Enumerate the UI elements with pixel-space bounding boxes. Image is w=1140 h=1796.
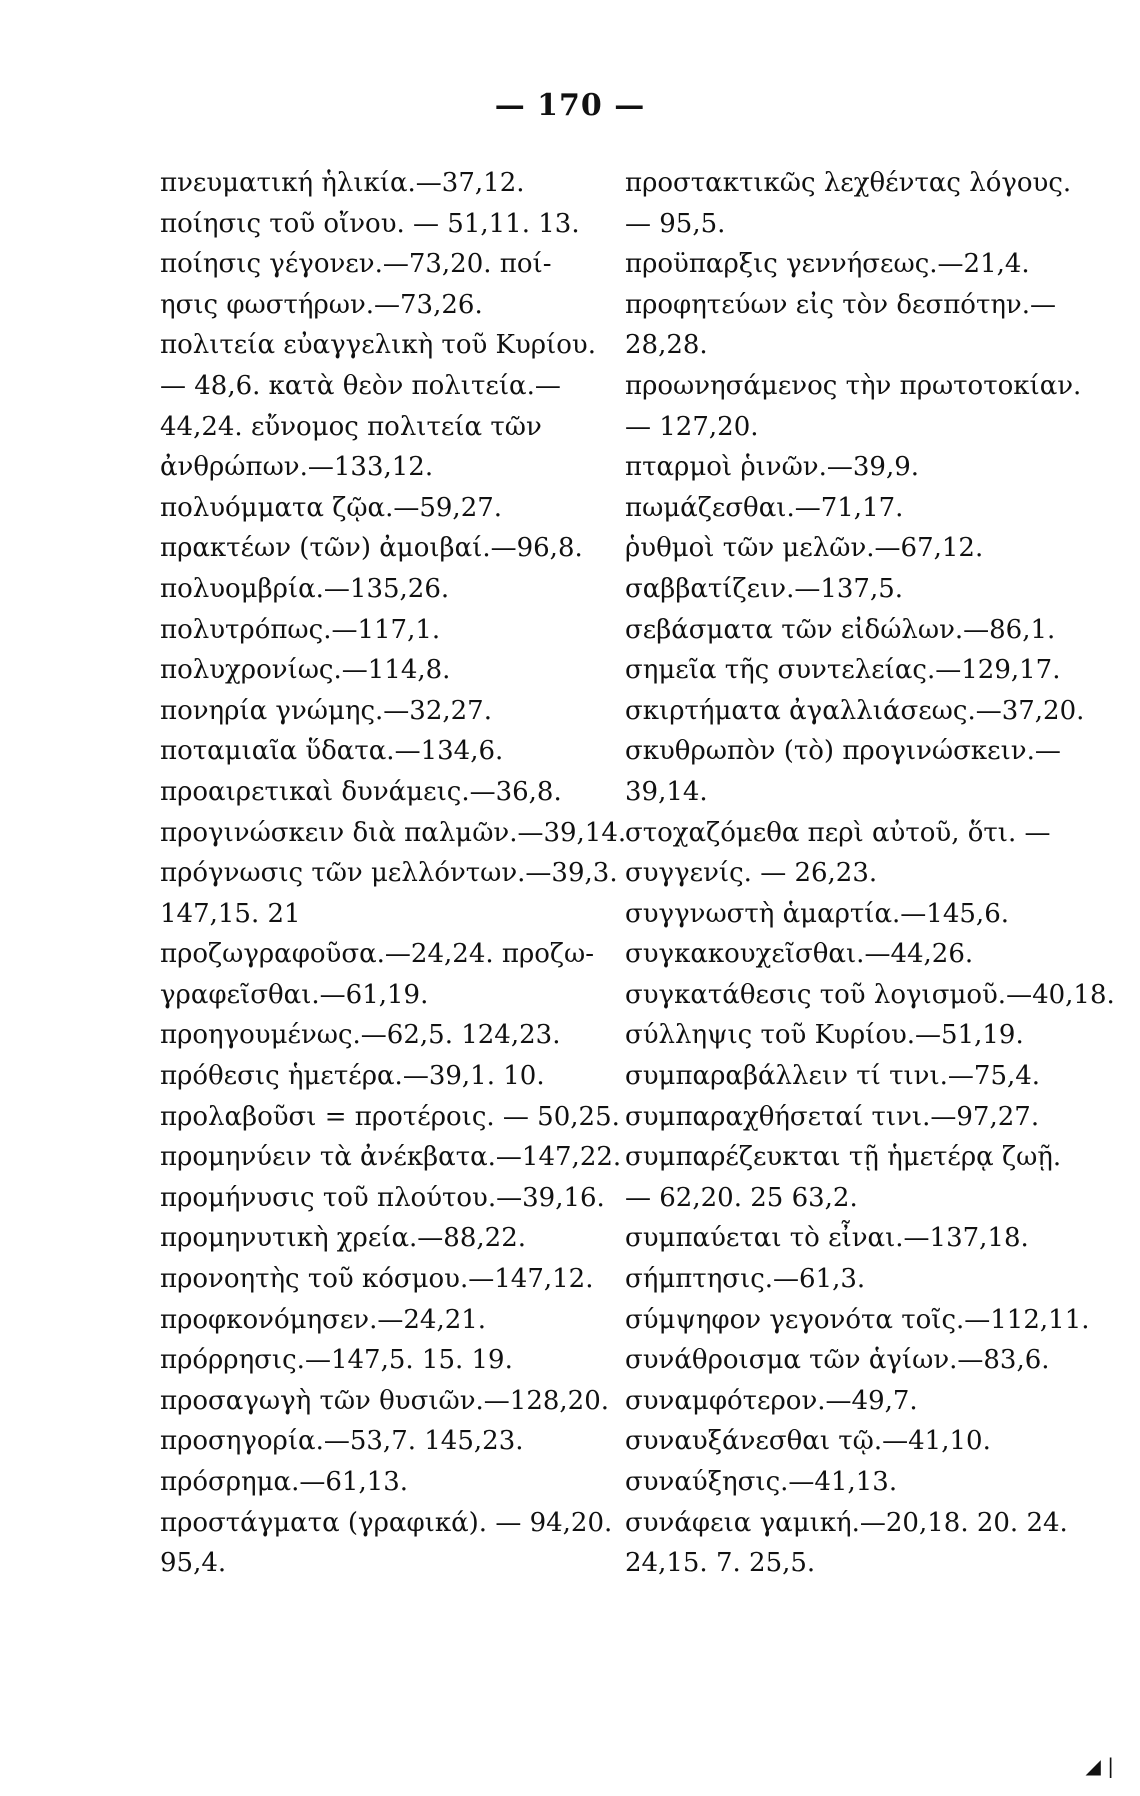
index-entry-line: 44,24. εὔνομος πολιτεία τῶν xyxy=(160,411,542,442)
index-entry-line: συγγενίς. — 26,23. xyxy=(625,858,878,889)
index-entry-line: ποίησις γέγονεν.—73,20. ποί- xyxy=(160,249,552,280)
index-entry-line: 28,28. xyxy=(625,330,708,361)
index-entry-line: προζωγραφοῦσα.—24,24. προζω- xyxy=(160,939,595,970)
index-entry-line: πολυόμματα ζῷα.—59,27. xyxy=(160,492,503,523)
index-entry-line: προγινώσκειν διὰ παλμῶν.—39,14. xyxy=(160,817,627,848)
index-entry-line: 147,15. 21 xyxy=(160,898,301,929)
index-entry-line: συμπαρέζευκται τῇ ἡμετέρᾳ ζωῇ. xyxy=(625,1142,1062,1173)
index-entry-line: πρόγνωσις τῶν μελλόντων.—39,3. xyxy=(160,858,618,889)
index-entry-line: ποίησις τοῦ οἴνου. — 51,11. 13. xyxy=(160,208,580,239)
index-entry-line: — 127,20. xyxy=(625,411,759,442)
index-entry-line: πνευματική ἡλικία.—37,12. xyxy=(160,168,525,198)
index-entry-line: προηγουμένως.—62,5. 124,23. xyxy=(160,1020,561,1051)
index-entry-line: προνοητὴς τοῦ κόσμου.—147,12. xyxy=(160,1264,594,1295)
printer-mark: ◢ | xyxy=(1085,1754,1114,1778)
index-entry-line: 95,4. xyxy=(160,1548,227,1579)
index-entry-line: προλαβοῦσι = προτέροις. — 50,25. xyxy=(160,1101,620,1132)
index-entry-line: πταρμοὶ ῥινῶν.—39,9. xyxy=(625,452,920,483)
page-number: — 170 — xyxy=(494,88,646,123)
index-entry-line: πολυχρονίως.—114,8. xyxy=(160,655,451,686)
index-entry-line: πολιτεία εὐαγγελικὴ τοῦ Κυρίου. xyxy=(160,330,596,361)
index-entry-line: προμηνυτικὴ χρεία.—88,22. xyxy=(160,1223,527,1254)
index-entry-line: συναυξάνεσθαι τῷ.—41,10. xyxy=(625,1426,991,1457)
index-entry-line: — 62,20. 25 63,2. xyxy=(625,1182,858,1213)
index-entry-line: 39,14. xyxy=(625,776,708,807)
index-entry-line: — 95,5. xyxy=(625,208,726,239)
index-entry-line: συνάφεια γαμική.—20,18. 20. 24. xyxy=(625,1507,1068,1538)
index-entry-line: σήμπτησις.—61,3. xyxy=(625,1264,866,1295)
index-entry-line: ἀνθρώπων.—133,12. xyxy=(160,452,434,483)
index-entry-line: σκυθρωπὸν (τὸ) προγινώσκειν.— xyxy=(625,736,1061,767)
index-entry-line: συγκατάθεσις τοῦ λογισμοῦ.—40,18. xyxy=(625,979,1115,1010)
index-entry-line: προσαγωγὴ τῶν θυσιῶν.—128,20. xyxy=(160,1385,610,1416)
index-entry-line: ποταμιαῖα ὕδατα.—134,6. xyxy=(160,736,504,767)
index-entry-line: πολυτρόπως.—117,1. xyxy=(160,614,441,645)
index-entry-line: συγγνωστὴ ἁμαρτία.—145,6. xyxy=(625,898,1010,929)
index-entry-line: προμηνύειν τὰ ἀνέκβατα.—147,22. xyxy=(160,1142,622,1173)
index-entry-line: σημεῖα τῆς συντελείας.—129,17. xyxy=(625,655,1061,686)
index-entry-line: 24,15. 7. 25,5. xyxy=(625,1548,816,1579)
index-column-right xyxy=(625,163,1115,1584)
index-entry-line: γραφεῖσθαι.—61,19. xyxy=(160,979,429,1010)
index-entry-line: προαιρετικαὶ δυνάμεις.—36,8. xyxy=(160,776,562,807)
index-entry-line: προφκονόμησεν.—24,21. xyxy=(160,1304,487,1335)
index-entry-line: συγκακουχεῖσθαι.—44,26. xyxy=(625,939,974,970)
index-entry-line: συνάθροισμα τῶν ἁγίων.—83,6. xyxy=(625,1345,1050,1376)
index-entry-line: ησις φωστήρων.—73,26. xyxy=(160,289,483,320)
index-entry-line: σύμψηφον γεγονότα τοῖς.—112,11. xyxy=(625,1304,1090,1335)
index-entry-line: προστακτικῶς λεχθέντας λόγους. xyxy=(625,168,1072,198)
index-entry-line: σαββατίζειν.—137,5. xyxy=(625,573,904,604)
index-entry-line: πονηρία γνώμης.—32,27. xyxy=(160,695,492,726)
index-entry-line: συμπαύεται τὸ εἶναι.—137,18. xyxy=(625,1223,1029,1254)
index-entry-line: σεβάσματα τῶν εἰδώλων.—86,1. xyxy=(625,614,1056,645)
index-entry-line: προστάγματα (γραφικά). — 94,20. xyxy=(160,1507,613,1538)
index-entry-line: προωνησάμενος τὴν πρωτοτοκίαν. xyxy=(625,370,1082,401)
index-entry-line: στοχαζόμεθα περὶ αὐτοῦ, ὅτι. — xyxy=(625,817,1051,848)
index-entry-line: συμπαραβάλλειν τί τινι.—75,4. xyxy=(625,1061,1041,1092)
index-entry-line: πρακτέων (τῶν) ἀμοιβαί.—96,8. xyxy=(160,533,583,564)
index-entry-line: πρόρρησις.—147,5. 15. 19. xyxy=(160,1345,513,1376)
index-entry-line: συναμφότερον.—49,7. xyxy=(625,1385,918,1416)
index-entry-line: — 48,6. κατὰ θεὸν πολιτεία.— xyxy=(160,370,561,401)
index-entry-line: συμπαραχθήσεταί τινι.—97,27. xyxy=(625,1101,1040,1132)
index-entry-line: προμήνυσις τοῦ πλούτου.—39,16. xyxy=(160,1182,605,1213)
index-entry-line: συναύξησις.—41,13. xyxy=(625,1467,898,1497)
index-column-left xyxy=(160,163,630,1584)
index-entry-line: προσηγορία.—53,7. 145,23. xyxy=(160,1426,524,1457)
index-entry-line: πρόσρημα.—61,13. xyxy=(160,1467,409,1497)
index-entry-line: πολυομβρία.—135,26. xyxy=(160,573,450,604)
index-entry-line: ῥυθμοὶ τῶν μελῶν.—67,12. xyxy=(625,533,984,564)
index-entry-line: πωμάζεσθαι.—71,17. xyxy=(625,492,904,523)
index-entry-line: πρόθεσις ἡμετέρα.—39,1. 10. xyxy=(160,1061,545,1092)
index-entry-line: προφητεύων εἰς τὸν δεσπότην.— xyxy=(625,289,1056,320)
index-entry-line: σύλληψις τοῦ Κυρίου.—51,19. xyxy=(625,1020,1024,1051)
index-entry-line: προϋπαρξις γεννήσεως.—21,4. xyxy=(625,249,1030,280)
index-entry-line: σκιρτήματα ἀγαλλιάσεως.—37,20. xyxy=(625,695,1085,726)
